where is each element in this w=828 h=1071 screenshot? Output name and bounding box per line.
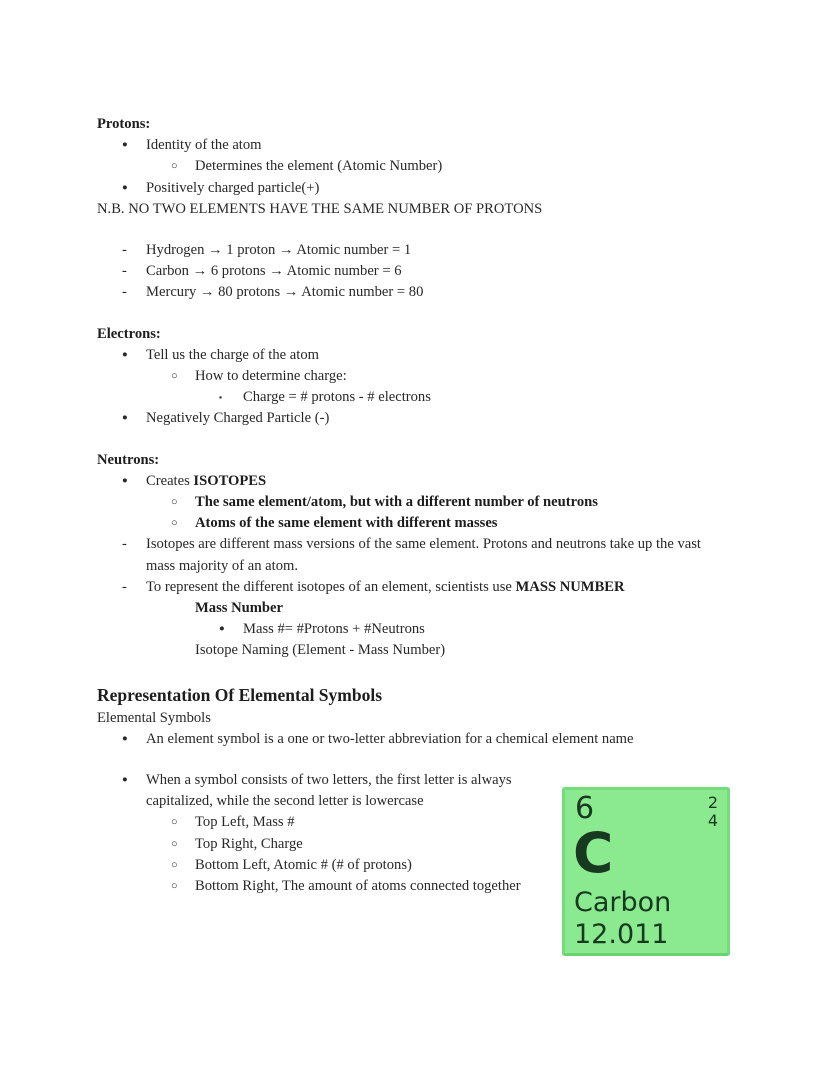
text-run: Isotopes are different mass versions of the same element. Protons and neutrons take up the vast mass majority of an atom.: [146, 536, 701, 574]
document-body: [97, 114, 713, 897]
element-charge-values: [708, 794, 718, 830]
element-symbol: C: [573, 821, 614, 885]
text-run: Elemental Symbols: [97, 709, 211, 726]
circle-list-marker-icon: ○: [171, 160, 178, 173]
doc-line: [97, 450, 713, 471]
blank-line: [97, 220, 713, 240]
text-run: An element symbol is a one or two-letter abbreviation for a chemical element name: [146, 730, 634, 747]
text-run: Bottom Right, The amount of atoms connected together: [195, 878, 521, 895]
doc-line: [97, 577, 713, 598]
blank-line: [97, 662, 713, 682]
disc-list-marker-icon: ●: [122, 182, 128, 193]
element-charge-top: 2: [707, 793, 718, 812]
section-heading: [97, 682, 713, 708]
text-run: Carbon → 6 protons → Atomic number = 6: [146, 263, 402, 280]
text-run: Charge = # protons - # electrons: [243, 389, 431, 406]
blank-line: [97, 430, 713, 450]
text-run: Positively charged particle(+): [146, 179, 320, 196]
text-run: Determines the element (Atomic Number): [195, 158, 443, 175]
disc-list-marker-icon: ●: [219, 624, 225, 635]
text-run: ISOTOPES: [193, 472, 267, 489]
text-run: Mercury → 80 protons → Atomic number = 80: [146, 284, 424, 301]
doc-line: [97, 534, 713, 576]
blank-line: [97, 750, 713, 770]
circle-list-marker-icon: ○: [171, 816, 178, 829]
text-run: Atoms of the same element with different masses: [195, 515, 498, 532]
doc-line: [97, 492, 713, 513]
element-atomic-mass: 12.011: [574, 919, 669, 950]
circle-list-marker-icon: ○: [171, 837, 178, 850]
doc-line: [97, 513, 713, 534]
circle-list-marker-icon: ○: [171, 517, 178, 530]
text-run: Mass #= #Protons + #Neutrons: [243, 621, 425, 638]
element-charge-bottom: 4: [707, 811, 718, 830]
doc-line: [97, 471, 713, 492]
disc-list-marker-icon: ●: [122, 413, 128, 424]
text-run: How to determine charge:: [195, 368, 347, 385]
text-run: Top Left, Mass #: [195, 814, 295, 831]
text-run: Protons:: [97, 116, 151, 132]
doc-line: [97, 261, 713, 282]
doc-line: [97, 282, 713, 303]
text-run: Isotope Naming (Element - Mass Number): [195, 642, 446, 659]
doc-line: [97, 708, 713, 729]
text-run: Representation Of Elemental Symbols: [97, 684, 383, 705]
text-run: When a symbol consists of two letters, the first letter is always capitalized, while the second letter is lowercase: [146, 772, 512, 810]
disc-list-marker-icon: ●: [122, 140, 128, 151]
text-run: N.B. NO TWO ELEMENTS HAVE THE SAME NUMBER OF PROTONS: [97, 200, 543, 217]
doc-line: [97, 366, 713, 387]
doc-line: [97, 240, 713, 261]
element-card-image: [562, 787, 730, 956]
doc-line: [97, 324, 713, 345]
doc-line: [97, 387, 713, 408]
text-run: Mass Number: [195, 600, 283, 617]
circle-list-marker-icon: ○: [171, 370, 178, 383]
dash-list-marker-icon: -: [122, 578, 127, 595]
text-run: Negatively Charged Particle (-): [146, 410, 330, 427]
circle-list-marker-icon: ○: [171, 496, 178, 509]
text-run: Hydrogen → 1 proton → Atomic number = 1: [146, 242, 412, 259]
doc-line: [97, 770, 529, 812]
text-run: Identity of the atom: [146, 137, 262, 154]
circle-list-marker-icon: ○: [171, 858, 178, 871]
dash-list-marker-icon: -: [122, 284, 127, 301]
doc-line: [97, 178, 713, 199]
doc-line: [97, 345, 713, 366]
doc-line: [97, 729, 713, 750]
disc-list-marker-icon: ●: [122, 349, 128, 360]
text-run: Top Right, Charge: [195, 835, 303, 852]
doc-line: [97, 408, 713, 429]
circle-list-marker-icon: ○: [171, 880, 178, 893]
doc-line: [97, 135, 713, 156]
text-run: To represent the different isotopes of an element, scientists use: [146, 578, 516, 595]
doc-line: [97, 156, 713, 177]
text-run: Tell us the charge of the atom: [146, 346, 319, 363]
doc-line: [97, 199, 713, 220]
element-atomic-number: 6: [575, 791, 595, 826]
text-run: Neutrons:: [97, 451, 160, 468]
square-list-marker-icon: ▪: [219, 392, 223, 403]
dash-list-marker-icon: -: [122, 263, 127, 280]
text-run: MASS NUMBER: [515, 578, 625, 595]
doc-line: [97, 619, 713, 640]
text-run: Electrons:: [97, 325, 161, 342]
doc-line: [97, 114, 713, 135]
disc-list-marker-icon: ●: [122, 475, 128, 486]
dash-list-marker-icon: -: [122, 536, 127, 553]
dash-list-marker-icon: -: [122, 242, 127, 259]
text-run: Creates: [146, 472, 194, 489]
blank-line: [97, 304, 713, 324]
disc-list-marker-icon: ●: [122, 733, 128, 744]
disc-list-marker-icon: ●: [122, 775, 128, 786]
text-run: The same element/atom, but with a different number of neutrons: [195, 494, 598, 511]
element-name: Carbon: [574, 887, 672, 918]
text-run: Bottom Left, Atomic # (# of protons): [195, 856, 412, 873]
doc-line: [97, 598, 713, 619]
doc-line: [97, 640, 713, 661]
